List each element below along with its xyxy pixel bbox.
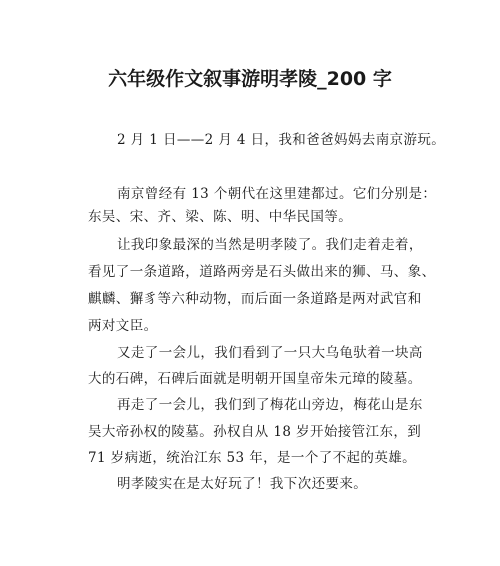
paragraph-1-line-1: 2 月 1 日——2 月 4 日，我和爸爸妈妈去南京游玩。 <box>117 132 446 148</box>
paragraph-5-line-1: 再走了一会儿，我们到了梅花山旁边，梅花山是东 <box>117 397 423 413</box>
paragraph-3-line-1: 让我印象最深的当然是明孝陵了。我们走着走着， <box>117 237 423 253</box>
paragraph-3-line-4: 两对文臣。 <box>88 318 158 334</box>
document-title: 六年级作文叙事游明孝陵_200 字 <box>108 68 392 90</box>
paragraph-2-line-1: 南京曾经有 13 个朝代在这里建都过。它们分别是： <box>117 186 437 202</box>
paragraph-5-line-3: 71 岁病逝，统治江东 53 年，是一个了不起的英雄。 <box>88 450 417 466</box>
paragraph-6-line-1: 明孝陵实在是太好玩了！我下次还要来。 <box>117 476 368 492</box>
paragraph-4-line-1: 又走了一会儿，我们看到了一只大乌龟驮着一块高 <box>117 345 423 361</box>
paragraph-4-line-2: 大的石碑，石碑后面就是明朝开国皇帝朱元璋的陵墓。 <box>88 371 422 387</box>
paragraph-5-line-2: 吴大帝孙权的陵墓。孙权自从 18 岁开始接管江东，到 <box>88 424 422 440</box>
paragraph-3-line-3: 麒麟、獬豸等六种动物，而后面一条道路是两对武官和 <box>88 291 422 307</box>
paragraph-3-line-2: 看见了一条道路，道路两旁是石头做出来的狮、马、象、 <box>88 264 436 280</box>
paragraph-2-line-2: 东吴、宋、齐、梁、陈、明、中华民国等。 <box>88 209 353 225</box>
